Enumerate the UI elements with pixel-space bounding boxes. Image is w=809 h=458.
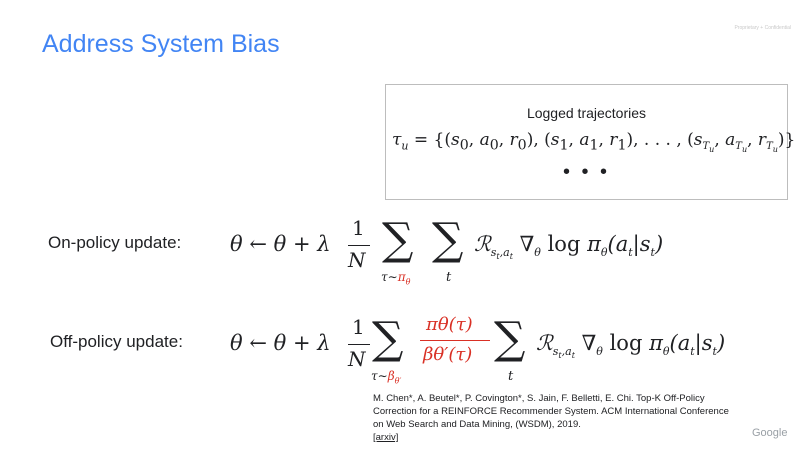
confidential-note: Proprietary + Confidential bbox=[734, 25, 791, 31]
off-policy-ratio-line bbox=[420, 340, 490, 341]
off-policy-frac-den: N bbox=[348, 347, 366, 371]
off-policy-sum1: ∑ bbox=[372, 313, 404, 364]
on-policy-sum1-sub: $\tau\sim\pi_\theta$ bbox=[381, 270, 411, 287]
off-policy-ratio-num: πθ(τ) bbox=[426, 314, 473, 335]
off-policy-frac-num: 1 bbox=[352, 315, 365, 339]
off-policy-sum2-sub: t bbox=[508, 369, 514, 384]
off-policy-label: Off-policy update: bbox=[50, 332, 183, 351]
on-policy-sum2-sub: t bbox=[446, 270, 452, 285]
off-policy-frac-line bbox=[348, 344, 370, 345]
trajectories-ellipsis: • • • bbox=[562, 161, 611, 183]
arxiv-link[interactable]: [arxiv] bbox=[373, 432, 399, 443]
off-policy-sum1-sub: $\tau\sim\beta_{\theta'}$ bbox=[371, 369, 402, 386]
citation bbox=[373, 392, 733, 444]
slide-title: Address System Bias bbox=[42, 30, 280, 58]
on-policy-rhs: ℛ$_{s_t,a_t}$ $\nabla_\theta$ $\log \pi_\theta(a_t|s_t)$ bbox=[474, 232, 664, 262]
off-policy-rhs: ℛ$_{s_t,a_t}$ $\nabla_\theta$ $\log \pi_\theta(a_t|s_t)$ bbox=[536, 331, 726, 361]
on-policy-sum2: ∑ bbox=[432, 214, 464, 265]
trajectories-box bbox=[385, 84, 796, 200]
off-policy-lhs: θ ← θ + λ bbox=[230, 331, 331, 355]
on-policy-frac-den: N bbox=[348, 248, 366, 272]
on-policy-label: On-policy update: bbox=[48, 233, 182, 252]
on-policy-frac-line bbox=[348, 245, 370, 246]
on-policy-frac-num: 1 bbox=[352, 216, 365, 240]
google-logo: Google bbox=[752, 427, 788, 439]
trajectories-title: Logged trajectories bbox=[526, 105, 647, 121]
off-policy-sum2: ∑ bbox=[494, 313, 526, 364]
on-policy-lhs: θ ← θ + λ bbox=[230, 232, 331, 256]
citation-text: M. Chen*, A. Beutel*, P. Covington*, S. Jain, F. Belletti, E. Chi. Top-K Off-Policy Correction for a REINFORCE Recommender System. ACM International Conference on Web Search and Data Mining, (WSDM), 2019. bbox=[373, 393, 729, 430]
on-policy-sum1: ∑ bbox=[382, 214, 414, 265]
off-policy-ratio-den: βθ′(τ) bbox=[423, 344, 473, 365]
trajectories-equation: $\tau_u = \{(s_0$, $a_0$, $r_0$), ($s_1$, $a_1$, $r_1$), . . . , ($s_{T_u}$, $a_{T_u}$, $r_{T_u}$)} bbox=[392, 130, 796, 155]
